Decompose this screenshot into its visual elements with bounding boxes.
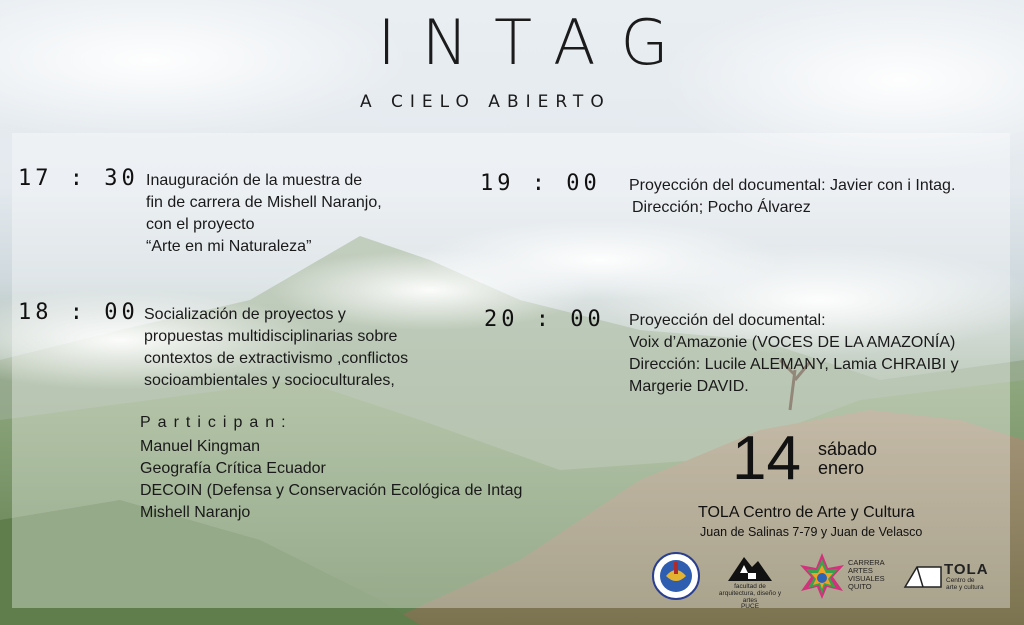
event-2-line: propuestas multidisciplinarias sobre — [144, 328, 398, 345]
tola-tent-icon — [903, 563, 943, 589]
time-1900: 19 : 00 — [480, 171, 601, 196]
venue-address: Juan de Salinas 7-79 y Juan de Velasco — [700, 525, 923, 539]
tola-logo-text — [946, 578, 984, 592]
event-2-line: contextos de extractivismo ,conflictos — [144, 350, 409, 367]
participant-name: Mishell Naranjo — [140, 504, 251, 521]
event-4-description — [629, 310, 959, 398]
time-1800: 18 : 00 — [18, 300, 139, 325]
tola-logo-line: Centro de — [946, 577, 975, 584]
event-1-line: con el proyecto — [146, 216, 255, 233]
participant-name: Manuel Kingman — [140, 438, 261, 455]
event-1-line: “Arte en mi Naturaleza” — [146, 238, 312, 255]
event-2-line: socioambientales y socioculturales, — [144, 372, 395, 389]
event-1-line: fin de carrera de Mishell Naranjo, — [146, 194, 382, 211]
event-3-line: Proyección del documental: Javier con i Intag. — [629, 177, 956, 194]
event-1-line: Inauguración de la muestra de — [146, 172, 363, 189]
event-2-description — [144, 304, 408, 392]
venue-name: TOLA Centro de Arte y Cultura — [698, 504, 915, 521]
event-3-description — [629, 175, 955, 219]
event-month: enero — [818, 458, 865, 478]
participants-list — [140, 436, 522, 524]
time-1730: 17 : 30 — [18, 166, 139, 191]
event-day-number: 14 — [732, 424, 801, 493]
event-1-description — [146, 170, 382, 258]
event-2-line: Socialización de proyectos y — [144, 306, 346, 323]
puce-logo-line: arquitectura, diseño y artes — [718, 589, 782, 604]
event-3-line: Dirección; Pocho Álvarez — [632, 199, 811, 216]
tola-logo-name: TOLA — [944, 561, 989, 578]
carrera-logo-line: CARRERA — [848, 558, 885, 567]
puce-faculty-logo-text — [718, 584, 782, 611]
university-seal-icon — [652, 552, 700, 600]
carrera-logo-line: ARTES — [848, 565, 873, 575]
tola-logo-line: arte y cultura — [946, 583, 984, 591]
event-title: INTAG — [377, 6, 695, 79]
event-4-line: Voix d’Amazonie (VOCES DE LA AMAZONÍA) — [629, 334, 956, 351]
carrera-logo-text — [848, 559, 885, 591]
puce-logo-line: facultad de — [734, 583, 766, 590]
event-4-line: Dirección: Lucile ALEMANY, Lamia CHRAIBI y — [629, 356, 959, 373]
event-subtitle: A CIELO ABIERTO — [360, 92, 611, 112]
carrera-logo-line: QUITO — [848, 581, 872, 591]
event-4-line: Proyección del documental: — [629, 312, 826, 329]
event-4-line: Margerie DAVID. — [629, 378, 749, 395]
mountain-emblem-icon — [726, 553, 774, 583]
carrera-logo-line: VISUALES — [848, 573, 885, 583]
participant-name: Geografía Crítica Ecuador — [140, 460, 326, 477]
time-2000: 20 : 00 — [484, 307, 605, 332]
participants-heading: Participan: — [140, 414, 293, 431]
puce-logo-line: PUCE — [740, 603, 760, 611]
event-weekday: sábado — [818, 439, 878, 459]
participant-name: DECOIN (Defensa y Conservación Ecológica de Intag — [140, 482, 523, 499]
colorful-star-icon — [797, 551, 847, 601]
